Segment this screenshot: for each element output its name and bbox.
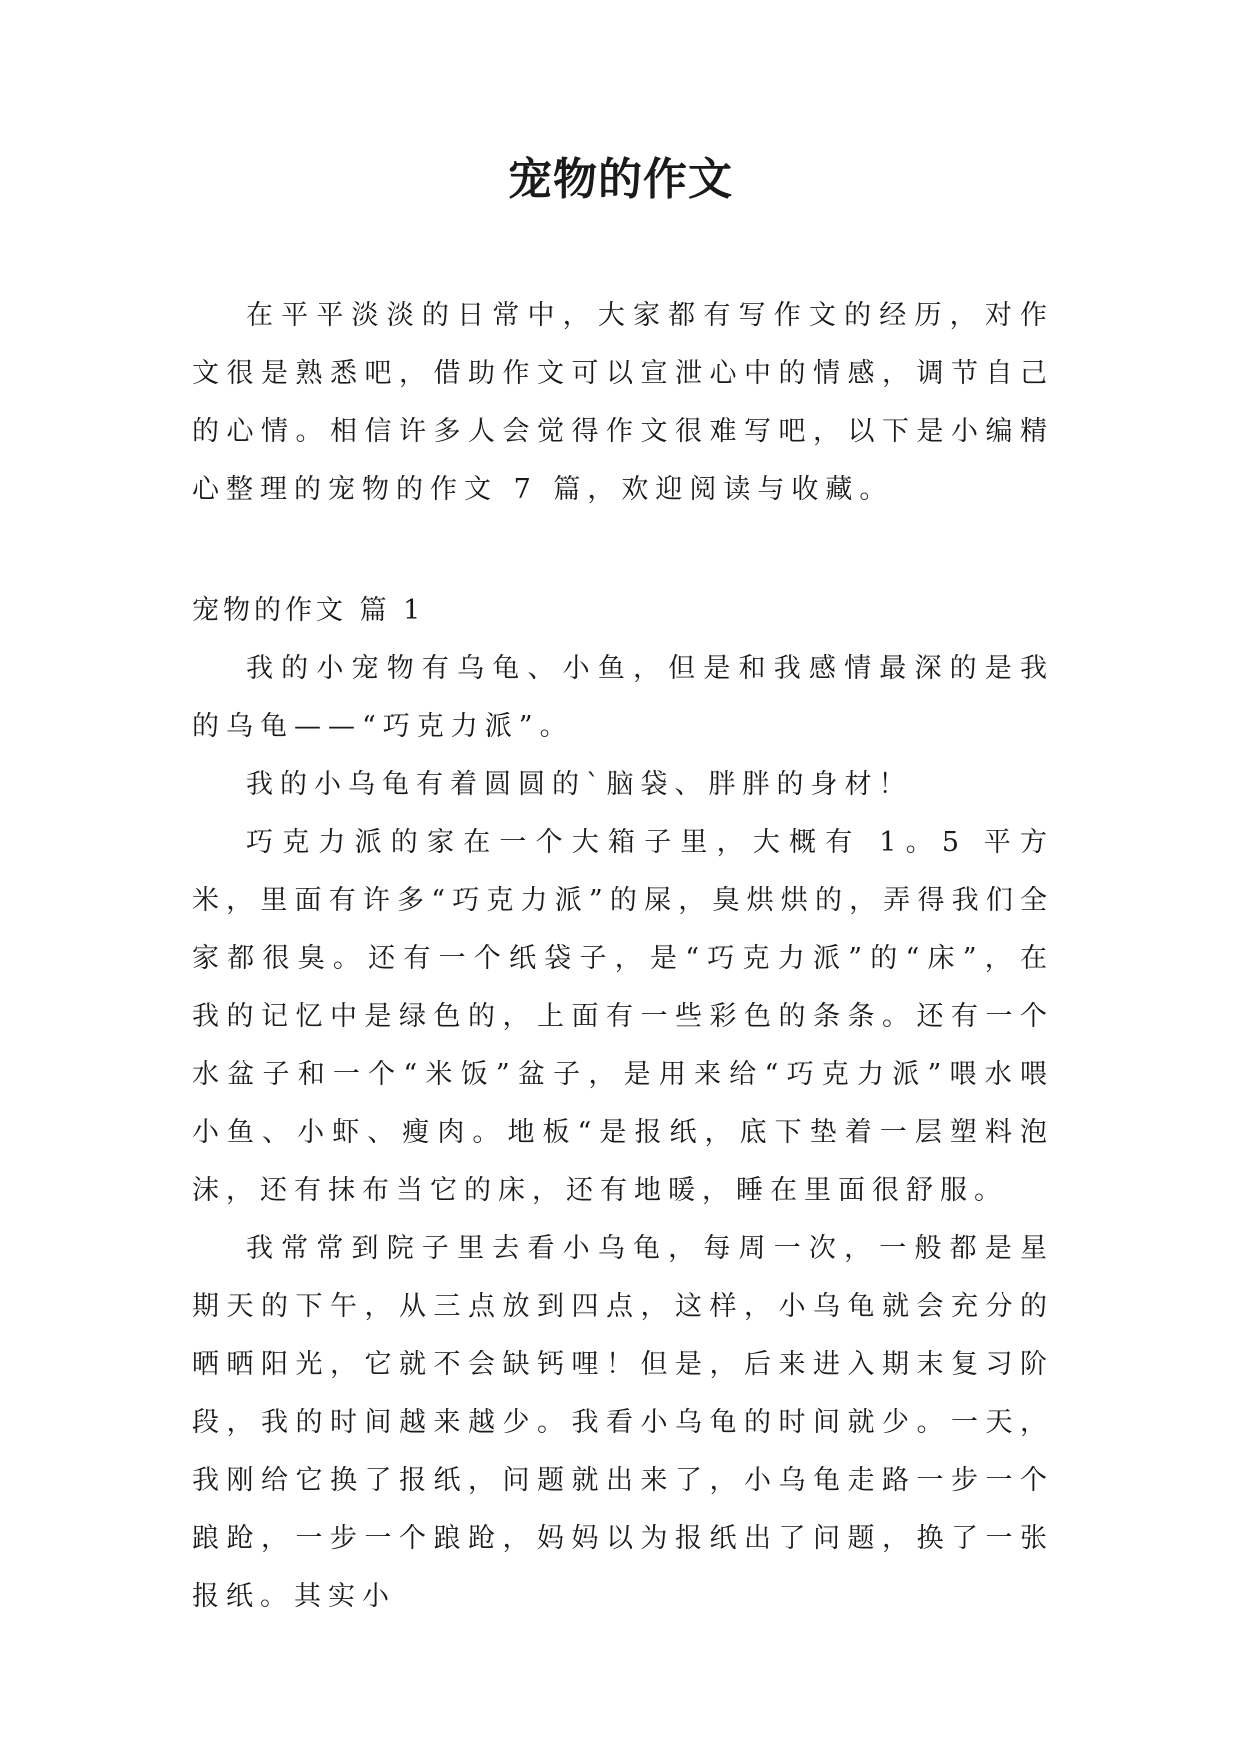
document-title: 宠物的作文	[508, 154, 733, 205]
document-body	[192, 287, 1054, 1626]
section-heading: 宠物的作文 篇 1	[192, 595, 425, 626]
body-paragraph-3: 巧克力派的家在一个大箱子里，大概有 1。5 平方米，里面有许多“巧克力派”的屎，臭烘烘的，弄得我们全家都很臭。还有一个纸袋子，是“巧克力派”的“床”，在我的记忆中是绿色的，上面有一些彩色的条条。还有一个水盆子和一个“米饭”盆子，是用来给“巧克力派”喂水喂小鱼、小虾、瘦肉。地板“是报纸，底下垫着一层塑料泡沫，还有抹布当它的床，还有地暖，睡在里面很舒服。	[192, 827, 1054, 1206]
section-spacer	[192, 519, 1054, 582]
intro-paragraph: 在平平淡淡的日常中，大家都有写作文的经历，对作文很是熟悉吧，借助作文可以宣泄心中的情感，调节自己的心情。相信许多人会觉得作文很难写吧，以下是小编精心整理的宠物的作文 7 篇，欢迎阅读与收藏。	[192, 300, 1054, 505]
body-paragraph-1: 我的小宠物有乌龟、小鱼，但是和我感情最深的是我的乌龟——“巧克力派”。	[192, 653, 1054, 742]
body-paragraph-4: 我常常到院子里去看小乌龟，每周一次，一般都是星期天的下午，从三点放到四点，这样，小乌龟就会充分的晒晒阳光，它就不会缺钙哩！但是，后来进入期末复习阶段，我的时间越来越少。我看小乌龟的时间就少。一天，我刚给它换了报纸，问题就出来了，小乌龟走路一步一个踉跄，一步一个踉跄，妈妈以为报纸出了问题，换了一张报纸。其实小	[192, 1233, 1054, 1612]
body-paragraph-2: 我的小乌龟有着圆圆的`脑袋、胖胖的身材！	[246, 769, 913, 800]
